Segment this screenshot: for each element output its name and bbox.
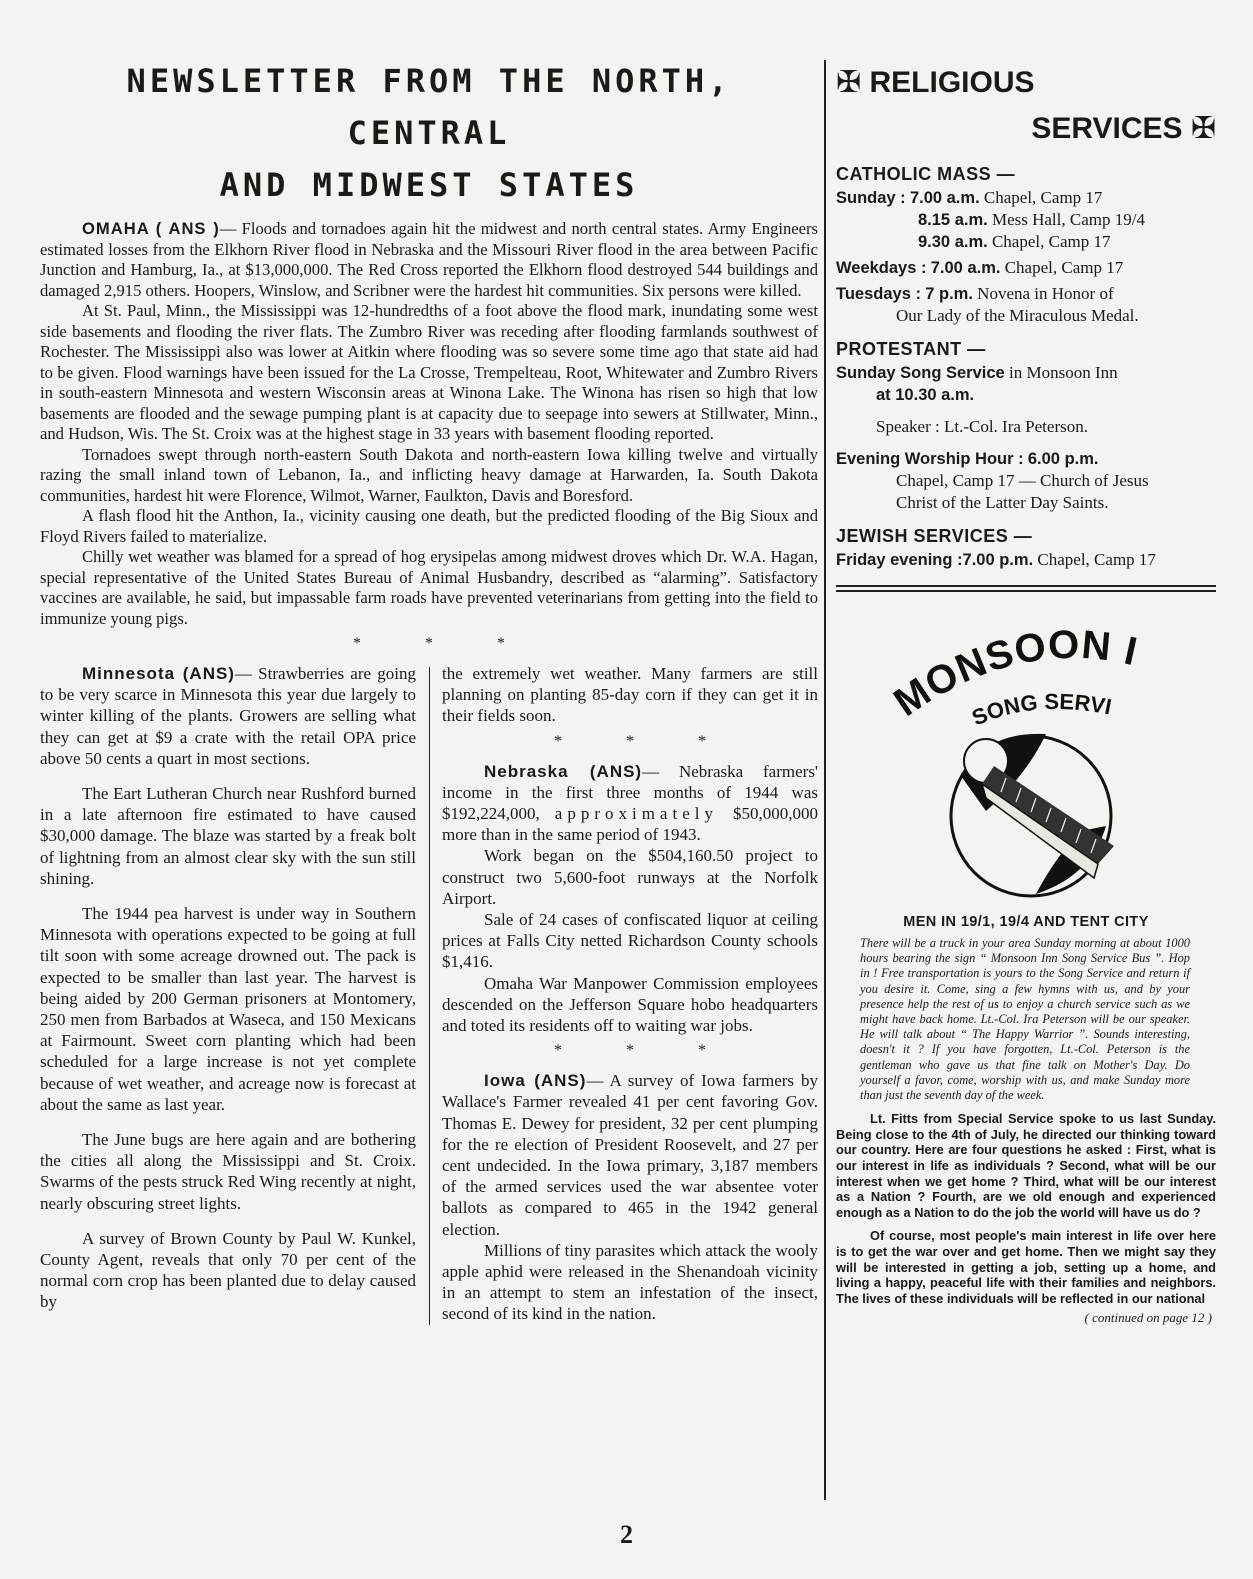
nebraska-iowa-column [442, 663, 818, 1325]
catholic-sunday-3: 9.30 a.m. Chapel, Camp 17 [918, 232, 1111, 251]
minnesota-p5: A survey of Brown County by Paul W. Kunkel, County Agent, reveals that only 70 per cent of the normal corn crop has been planted due to delay caused by [40, 1228, 416, 1312]
headline-line2: AND MIDWEST STATES [219, 166, 639, 204]
interest-paragraph: Of course, most people's main interest in life over here is to get the war over and get home. Then we might say they will be interested in getting a job, setting up a home, and living a happy, peaceful life with their families and neighbors. The lives of these individuals will be reflected in our national [836, 1228, 1216, 1306]
catholic-tuesdays-2: Our Lady of the Miraculous Medal. [896, 306, 1139, 325]
catholic-heading: CATHOLIC MASS — [836, 164, 1016, 184]
catholic-tuesdays: Tuesdays : 7 p.m. Novena in Honor of [836, 284, 1114, 303]
cross-icon: ✠ [836, 66, 870, 99]
nebraska-dateline: Nebraska (ANS) [484, 761, 643, 781]
minnesota-continued: the extremely wet weather. Many farmers are still planning on planting 85-day corn if they can get it in their fields soon. [442, 664, 818, 726]
jewish-heading: JEWISH SERVICES — [836, 526, 1033, 546]
iowa-dateline: Iowa (ANS) [484, 1071, 587, 1091]
cross-icon: ✠ [1182, 112, 1216, 145]
catholic-sunday-1: Sunday : 7.00 a.m. Chapel, Camp 17 [836, 188, 1103, 207]
main-column [40, 55, 818, 1325]
protestant-evening-place-2: Christ of the Latter Day Saints. [896, 493, 1109, 512]
services-title: SERVICES ✠ [1031, 112, 1216, 145]
omaha-dateline: OMAHA ( ANS ) [82, 219, 220, 238]
headline [40, 55, 818, 211]
monsoon-inn-emblem-icon [836, 626, 1216, 906]
page-number: 2 [620, 1520, 633, 1549]
men-heading: MEN IN 19/1, 19/4 AND TENT CITY [903, 914, 1149, 930]
jewish-friday: Friday evening :7.00 p.m. Chapel, Camp 17 [836, 550, 1156, 569]
religious-title: ✠ RELIGIOUS [836, 66, 1035, 99]
protestant-evening: Evening Worship Hour : 6.00 p.m. [836, 450, 1099, 468]
monsoon-inn-logo [836, 626, 1216, 906]
minnesota-p3: The 1944 pea harvest is under way in Southern Minnesota with operations expected to be going at full tilt soon with some acreage drowned out. The pack is expected to be smaller than last year. The harvest is being aided by 200 German prisoners at Montomery, 250 men from Barbados at Waseca, and 150 Mexicans at Fairmount. Sweet corn planting which had been scheduled for a large increase is not yet complete because of wet weather, and acreage now is forecast at about the same as last year. [40, 904, 416, 1114]
bus-notice: There will be a truck in your area Sunday morning at about 1000 hours bearing the sign “ Monsoon Inn Song Service Bus ”. Hop in ! Free transportation is yours to the Song Service and return if you desire it. Come, sing a few hymns with us, and by your presence help the rest of us to enjoy a church service such as we might have back home. Lt.-Col. Ira Peterson will be our speaker. He will talk about “ The Happy Warrior ”. Sounds interesting, doesn't it ? If you have forgotten, Lt.-Col. Peterson is the gentleman who gave us that fine talk on Mother's Day. Do yourself a favor, come, worship with us, and make Sunday more than just the seventh day of the week. [860, 936, 1190, 1103]
separator-2: * * * [554, 732, 736, 750]
continued-note: ( continued on page 12 ) [1084, 1310, 1212, 1326]
section-separator: * * * [353, 635, 535, 652]
nebraska-p4: Omaha War Manpower Commission employees descended on the Jefferson Square hobo headquarters and toted its residents off to waiting war jobs. [442, 973, 818, 1036]
catholic-weekdays: Weekdays : 7.00 a.m. Chapel, Camp 17 [836, 258, 1124, 277]
column-divider [429, 667, 430, 1325]
nebraska-p3: Sale of 24 cases of confiscated liquor at ceiling prices at Falls City netted Richardson County schools $1,416. [442, 910, 818, 972]
iowa-p1: Iowa (ANS)— A survey of Iowa farmers by Wallace's Farmer revealed 41 per cent favoring Gov. Thomas E. Dewey for president, 32 per cent plumping for the re election of President Roosevelt, and 27 per cent undecided. In the Iowa primary, 3,187 members of the armed services used the war absentee voter ballots as compared to 465 in the 1942 general election. [442, 1071, 818, 1239]
logo-line1: MONSOON I [886, 626, 1142, 726]
protestant-song-service: Sunday Song Service in Monsoon Inn [836, 363, 1118, 382]
two-column-area [40, 663, 818, 1325]
vertical-rule [824, 60, 826, 1500]
omaha-p5: Chilly wet weather was blamed for a spread of hog erysipelas among midwest droves which Dr. W.A. Hagan, special representative of the United States Bureau of Animal Husbandry, described as “alarming”. Satisfactory vaccines are available, he said, but impassable farm roads have prevented veterinarians from getting into the field to immunize young pigs. [40, 547, 818, 628]
omaha-p4: A flash flood hit the Anthon, Ia., vicinity causing one death, but the predicted flooding of the Big Sioux and Floyd Rivers failed to materialize. [40, 506, 818, 546]
separator-3: * * * [554, 1042, 736, 1060]
iowa-p2: Millions of tiny parasites which attack the wooly apple aphid were released in the Shenandoah vicinity in an attempt to stem an infestation of the insect, second of its kind in the nation. [442, 1240, 818, 1324]
minnesota-p2: The Eart Lutheran Church near Rushford burned in a late afternoon fire estimated to have caused $30,000 damage. The blaze was started by a freak bolt of lightning from an almost clear sky with the sun still shining. [40, 784, 416, 888]
protestant-song-time: at 10.30 a.m. [876, 386, 975, 404]
catholic-sunday-2: 8.15 a.m. Mess Hall, Camp 19/4 [918, 210, 1145, 229]
nebraska-p1: Nebraska (ANS)— Nebraska farmers' income in the first three months of 1944 was $192,224,000, approximately $50,000,000 more than in the same period of 1943. [442, 761, 819, 845]
omaha-p3: Tornadoes swept through north-eastern South Dakota and north-eastern Iowa killing twelve and virtually razing the small inland town of Lebanon, Ia., and inflicting heavy damage at Harwarden, Ia. South Dakota communities, hardest hit were Florence, Wilmot, Warner, Faulkton, Davis and Boresford. [40, 444, 818, 505]
logo-line2: SONG SERVI [968, 688, 1114, 731]
omaha-p2: At St. Paul, Minn., the Mississippi was 12-hundredths of a foot above the flood mark, inundating some west side basements and flooding the river flats. The Zumbro River was receding after flooding farmlands southwest of Rochester. The Mississippi also was lower at Aitkin where flooding was so severe some time ago that state aid had to be given. Flood warnings have been issued for the La Crosse, Trempelteau, Root, Whitewater and Zumbro Rivers in south-eastern Minnesota and western Wisconsin areas at Winona Lake. The Winona has risen so high that low basements are flooded and the sewage pumping plant is at capacity due to seepage into sewers at Stillwater, Minn., and Hudson, Wis. The St. Croix was at the highest stage in 33 years with basement flooding reported. [40, 301, 818, 443]
sidebar-column [836, 60, 1216, 1326]
minnesota-dateline: Minnesota (ANS) [82, 664, 235, 683]
double-rule [836, 585, 1216, 592]
minnesota-column [40, 663, 416, 1325]
fitts-paragraph: Lt. Fitts from Special Service spoke to us last Sunday. Being close to the 4th of July, he directed our thinking toward our country. Here are four questions he asked : First, what is our interest in life as individuals ? Second, what will be our interest when we get home ? Third, what will be our interest as a Nation ? Fourth, are we old enough and experienced enough as a Nation to do the job the world will have us do ? [836, 1111, 1216, 1220]
minnesota-p4: The June bugs are here again and are bothering the cities all along the Mississippi and St. Croix. Swarms of the pests struck Red Wing recently at night, nearly obscuring street lights. [40, 1130, 416, 1213]
nebraska-p2: Work began on the $504,160.50 project to construct two 5,600-foot runways at the Norfolk Airport. [442, 846, 818, 908]
omaha-p1: OMAHA ( ANS )— Floods and tornadoes again hit the midwest and north central states. Army Engineers estimated losses from the Elkhorn River flood in Nebraska and the Missouri River flood in the area between Pacific Junction and Hamburg, Ia., at $13,000,000. The Red Cross reported the Elkhorn flood destroyed 544 buildings and damaged 2,915 others. Hoopers, Winslow, and Scribner were the hardest hit communities. Six persons were killed. [40, 219, 818, 300]
protestant-heading: PROTESTANT — [836, 339, 986, 359]
headline-line1: NEWSLETTER FROM THE NORTH, CENTRAL [126, 62, 732, 152]
omaha-article [40, 219, 818, 629]
protestant-evening-place: Chapel, Camp 17 — Church of Jesus [896, 471, 1149, 490]
protestant-speaker: Speaker : Lt.-Col. Ira Peterson. [876, 417, 1088, 436]
minnesota-p1: Minnesota (ANS)— Strawberries are going to be very scarce in Minnesota this year due largely to winter killing of the plants. Growers are selling what they can get at $9 a crate with the retail OPA price above 50 cents a quart in most sections. [40, 664, 417, 768]
